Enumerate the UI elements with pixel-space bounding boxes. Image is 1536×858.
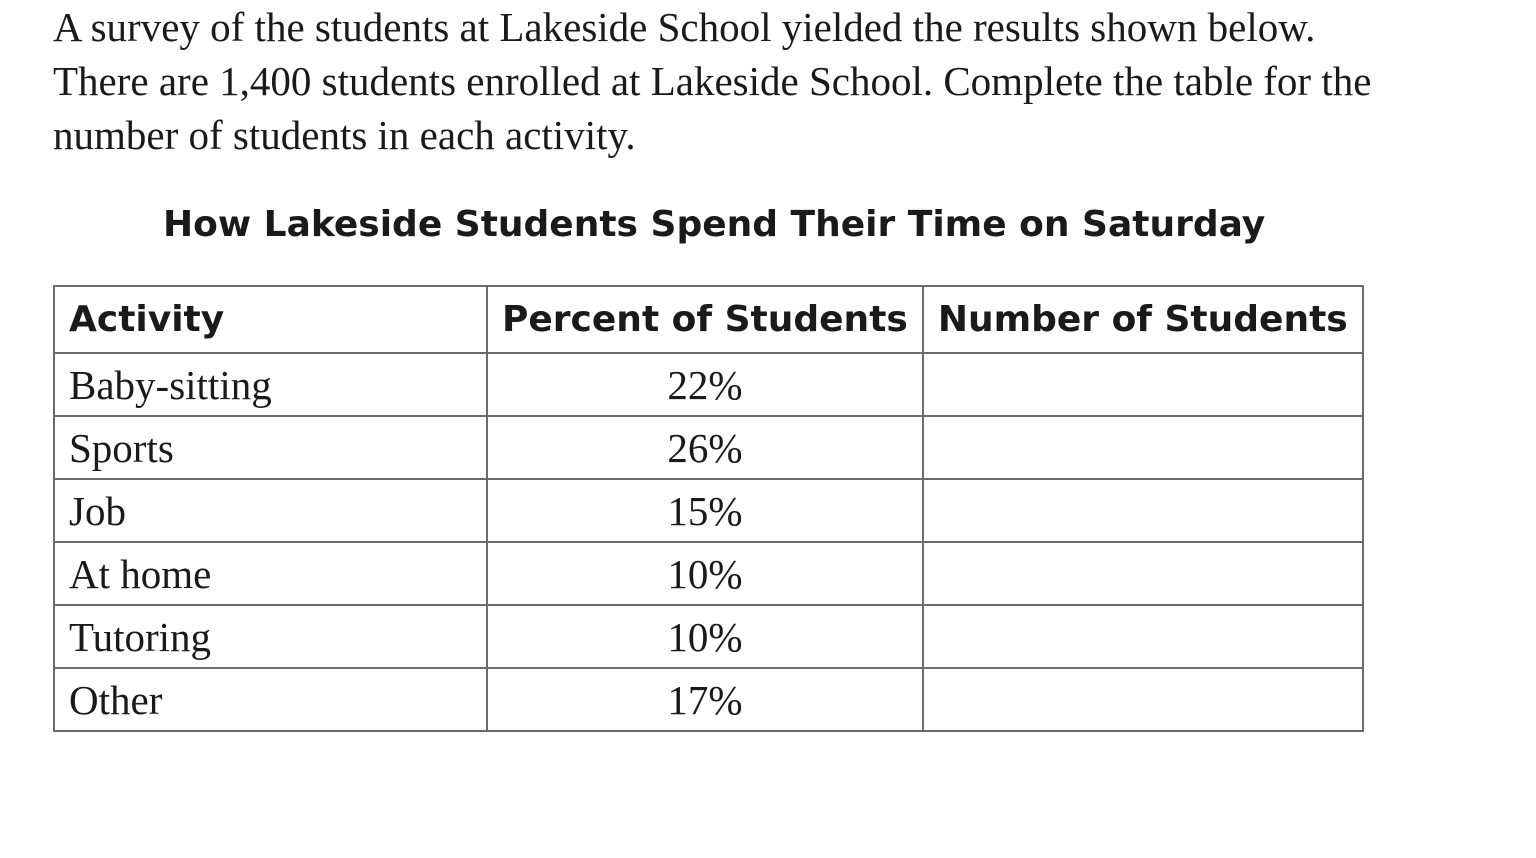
header-activity: Activity — [54, 286, 487, 353]
header-percent: Percent of Students — [487, 286, 923, 353]
number-cell[interactable] — [923, 416, 1363, 479]
activity-cell: Baby-sitting — [54, 353, 487, 416]
number-cell[interactable] — [923, 542, 1363, 605]
percent-cell: 10% — [487, 605, 923, 668]
table-header-row — [54, 286, 1363, 353]
percent-cell: 17% — [487, 668, 923, 731]
activity-cell: Job — [54, 479, 487, 542]
table-row — [54, 479, 1363, 542]
table-row — [54, 605, 1363, 668]
percent-cell: 22% — [487, 353, 923, 416]
activity-table — [53, 285, 1364, 732]
table-row — [54, 353, 1363, 416]
activity-cell: Sports — [54, 416, 487, 479]
prompt-line: There are 1,400 students enrolled at Lakeside School. Complete the table for the — [53, 58, 1372, 104]
table-row — [54, 416, 1363, 479]
number-cell[interactable] — [923, 605, 1363, 668]
table-row — [54, 668, 1363, 731]
activity-cell: At home — [54, 542, 487, 605]
header-number: Number of Students — [923, 286, 1363, 353]
percent-cell: 15% — [487, 479, 923, 542]
activity-cell: Tutoring — [54, 605, 487, 668]
problem-prompt — [53, 0, 1533, 162]
number-cell[interactable] — [923, 353, 1363, 416]
table-row — [54, 542, 1363, 605]
percent-cell: 26% — [487, 416, 923, 479]
number-cell[interactable] — [923, 479, 1363, 542]
prompt-line: number of students in each activity. — [53, 112, 636, 158]
table-title: How Lakeside Students Spend Their Time on Saturday — [163, 204, 1266, 245]
activity-cell: Other — [54, 668, 487, 731]
percent-cell: 10% — [487, 542, 923, 605]
prompt-line: A survey of the students at Lakeside School yielded the results shown below. — [53, 4, 1316, 50]
number-cell[interactable] — [923, 668, 1363, 731]
